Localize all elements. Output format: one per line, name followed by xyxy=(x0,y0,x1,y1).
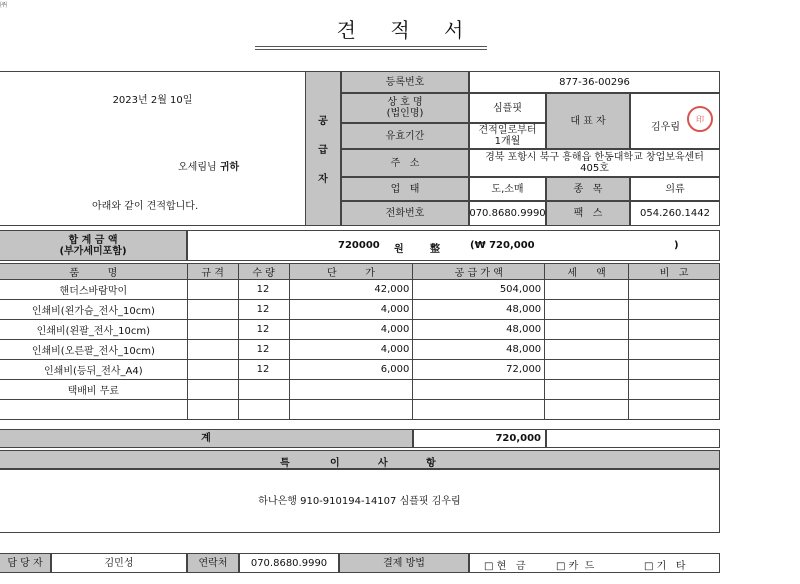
item-name: 인쇄비(왼가슴_전사_10cm) xyxy=(0,300,187,320)
recipient xyxy=(178,158,239,173)
item-tax xyxy=(545,400,629,420)
table-row xyxy=(0,400,720,420)
item-tax xyxy=(545,280,629,300)
item-note xyxy=(629,280,720,300)
title-underline xyxy=(255,46,487,47)
item-qty: 12 xyxy=(238,320,289,340)
contact-label: 연락처 xyxy=(187,553,239,573)
supplier-label xyxy=(305,71,341,226)
item-name: 핸더스바람막이 xyxy=(0,280,187,300)
item-price: 4,000 xyxy=(289,320,413,340)
quote-date: 2023년 2월 10일 xyxy=(112,95,193,106)
fax-value: 054.260.1442 xyxy=(630,201,720,226)
col-supply-header: 공 급 가 액 xyxy=(413,264,545,280)
validity-label: 유효기간 xyxy=(341,123,469,149)
supplier-label-char-1: 공 xyxy=(318,116,328,127)
items-header-row xyxy=(0,264,720,280)
item-note xyxy=(629,400,720,420)
corner-mark: ㈜ xyxy=(0,1,7,9)
table-row xyxy=(0,300,720,320)
col-price-header: 단 가 xyxy=(289,264,413,280)
company-value: 심플핏 xyxy=(469,93,546,123)
col-note-header: 비 고 xyxy=(629,264,720,280)
total-amount-label: 합 계 금 액 (부가세미포함) xyxy=(0,230,187,261)
col-spec-header: 규 격 xyxy=(187,264,238,280)
col-qty-header: 수 량 xyxy=(238,264,289,280)
table-row xyxy=(0,320,720,340)
item-tax xyxy=(545,320,629,340)
total-amount-cell xyxy=(187,230,720,261)
reg-no-value: 877-36-00296 xyxy=(469,71,720,93)
item-price: 6,000 xyxy=(289,360,413,380)
item-tax xyxy=(545,340,629,360)
biz-item-label: 종 목 xyxy=(546,177,630,201)
sum-label: 계 xyxy=(0,429,413,448)
address-label: 주 소 xyxy=(341,149,469,177)
item-name: 인쇄비(등뒤_전사_A4) xyxy=(0,360,187,380)
item-qty xyxy=(238,400,289,420)
payment-options xyxy=(469,553,720,573)
item-supply: 48,000 xyxy=(413,340,545,360)
item-qty xyxy=(238,380,289,400)
items-table xyxy=(0,263,720,420)
contact-value: 070.8680.9990 xyxy=(239,553,339,573)
remarks-header-char-1: 특 xyxy=(280,458,290,469)
item-name: 택배비 무료 xyxy=(0,380,187,400)
ceo-label: 대 표 자 xyxy=(546,93,630,149)
ceo-value: 김우림 xyxy=(651,122,680,133)
remarks-header-char-2: 이 xyxy=(330,458,340,469)
item-note xyxy=(629,320,720,340)
item-supply: 48,000 xyxy=(413,300,545,320)
total-paren-close: ) xyxy=(674,240,679,251)
item-price xyxy=(289,380,413,400)
total-amount-number: 720000 xyxy=(338,240,380,251)
document-title: 견 적 서 xyxy=(336,18,478,42)
table-row xyxy=(0,340,720,360)
col-tax-header: 세 액 xyxy=(545,264,629,280)
sum-amount: 720,000 xyxy=(413,429,546,448)
col-name-header: 품 명 xyxy=(0,264,187,280)
item-supply xyxy=(413,400,545,420)
fax-label: 팩 스 xyxy=(546,201,630,226)
title-underline-2 xyxy=(255,49,487,50)
item-price: 4,000 xyxy=(289,340,413,360)
item-supply: 48,000 xyxy=(413,320,545,340)
table-row xyxy=(0,280,720,300)
recipient-block xyxy=(0,71,306,226)
company-label: 상 호 명 (법인명) xyxy=(341,93,469,123)
ceo-cell xyxy=(630,93,720,149)
item-qty: 12 xyxy=(238,340,289,360)
phone-value: 070.8680.9990 xyxy=(469,201,546,226)
remarks-header-char-4: 항 xyxy=(426,458,436,469)
payment-label: 결제 방법 xyxy=(339,553,469,573)
remarks-header xyxy=(0,450,720,469)
biz-type-label: 업 태 xyxy=(341,177,469,201)
supplier-label-char-3: 자 xyxy=(318,174,328,185)
validity-value: 견적일로부터 1개월 xyxy=(469,123,546,149)
remarks-body: 하나은행 910-910194-14107 심플핏 김우림 xyxy=(0,469,720,533)
reg-no-label: 등록번호 xyxy=(341,71,469,93)
item-price: 42,000 xyxy=(289,280,413,300)
total-won-unit: 원 xyxy=(394,244,404,255)
item-tax xyxy=(545,360,629,380)
phone-label: 전화번호 xyxy=(341,201,469,226)
total-jeong: 整 xyxy=(430,244,440,255)
table-row xyxy=(0,360,720,380)
item-note xyxy=(629,360,720,380)
item-supply xyxy=(413,380,545,400)
recipient-suffix: 귀하 xyxy=(219,162,240,173)
item-name: 인쇄비(오른팔_전사_10cm) xyxy=(0,340,187,360)
item-spec xyxy=(187,400,238,420)
supplier-label-char-2: 급 xyxy=(318,145,328,156)
item-name: 인쇄비(왼팔_전사_10cm) xyxy=(0,320,187,340)
sum-empty xyxy=(546,429,720,448)
biz-item-value: 의류 xyxy=(630,177,720,201)
item-spec xyxy=(187,280,238,300)
item-supply: 504,000 xyxy=(413,280,545,300)
remarks-header-char-3: 사 xyxy=(378,458,388,469)
item-qty: 12 xyxy=(238,280,289,300)
item-tax xyxy=(545,300,629,320)
item-spec xyxy=(187,340,238,360)
item-spec xyxy=(187,320,238,340)
item-note xyxy=(629,300,720,320)
item-note xyxy=(629,380,720,400)
item-supply: 72,000 xyxy=(413,360,545,380)
payment-option-cash[interactable]: □ 현 금 xyxy=(484,561,526,572)
table-row xyxy=(0,380,720,400)
greeting-text: 아래와 같이 견적합니다. xyxy=(92,201,199,212)
item-price: 4,000 xyxy=(289,300,413,320)
total-paren-amount: (₩ 720,000 xyxy=(470,240,535,251)
item-name xyxy=(0,400,187,420)
item-price xyxy=(289,400,413,420)
recipient-name: 오세림님 xyxy=(178,162,217,173)
address-value: 경북 포항시 북구 흥해읍 한동대학교 창업보육센터 405호 xyxy=(469,149,720,177)
company-seal-icon: 印 xyxy=(687,106,713,132)
item-tax xyxy=(545,380,629,400)
payment-option-card[interactable]: □ 카 드 xyxy=(556,561,595,572)
item-qty: 12 xyxy=(238,360,289,380)
manager-label: 담 당 자 xyxy=(0,553,51,573)
item-note xyxy=(629,340,720,360)
item-spec xyxy=(187,360,238,380)
item-spec xyxy=(187,300,238,320)
payment-option-other[interactable]: □ 기 타 xyxy=(644,561,686,572)
item-spec xyxy=(187,380,238,400)
item-qty: 12 xyxy=(238,300,289,320)
biz-type-value: 도,소매 xyxy=(469,177,546,201)
manager-value: 김민성 xyxy=(51,553,187,573)
